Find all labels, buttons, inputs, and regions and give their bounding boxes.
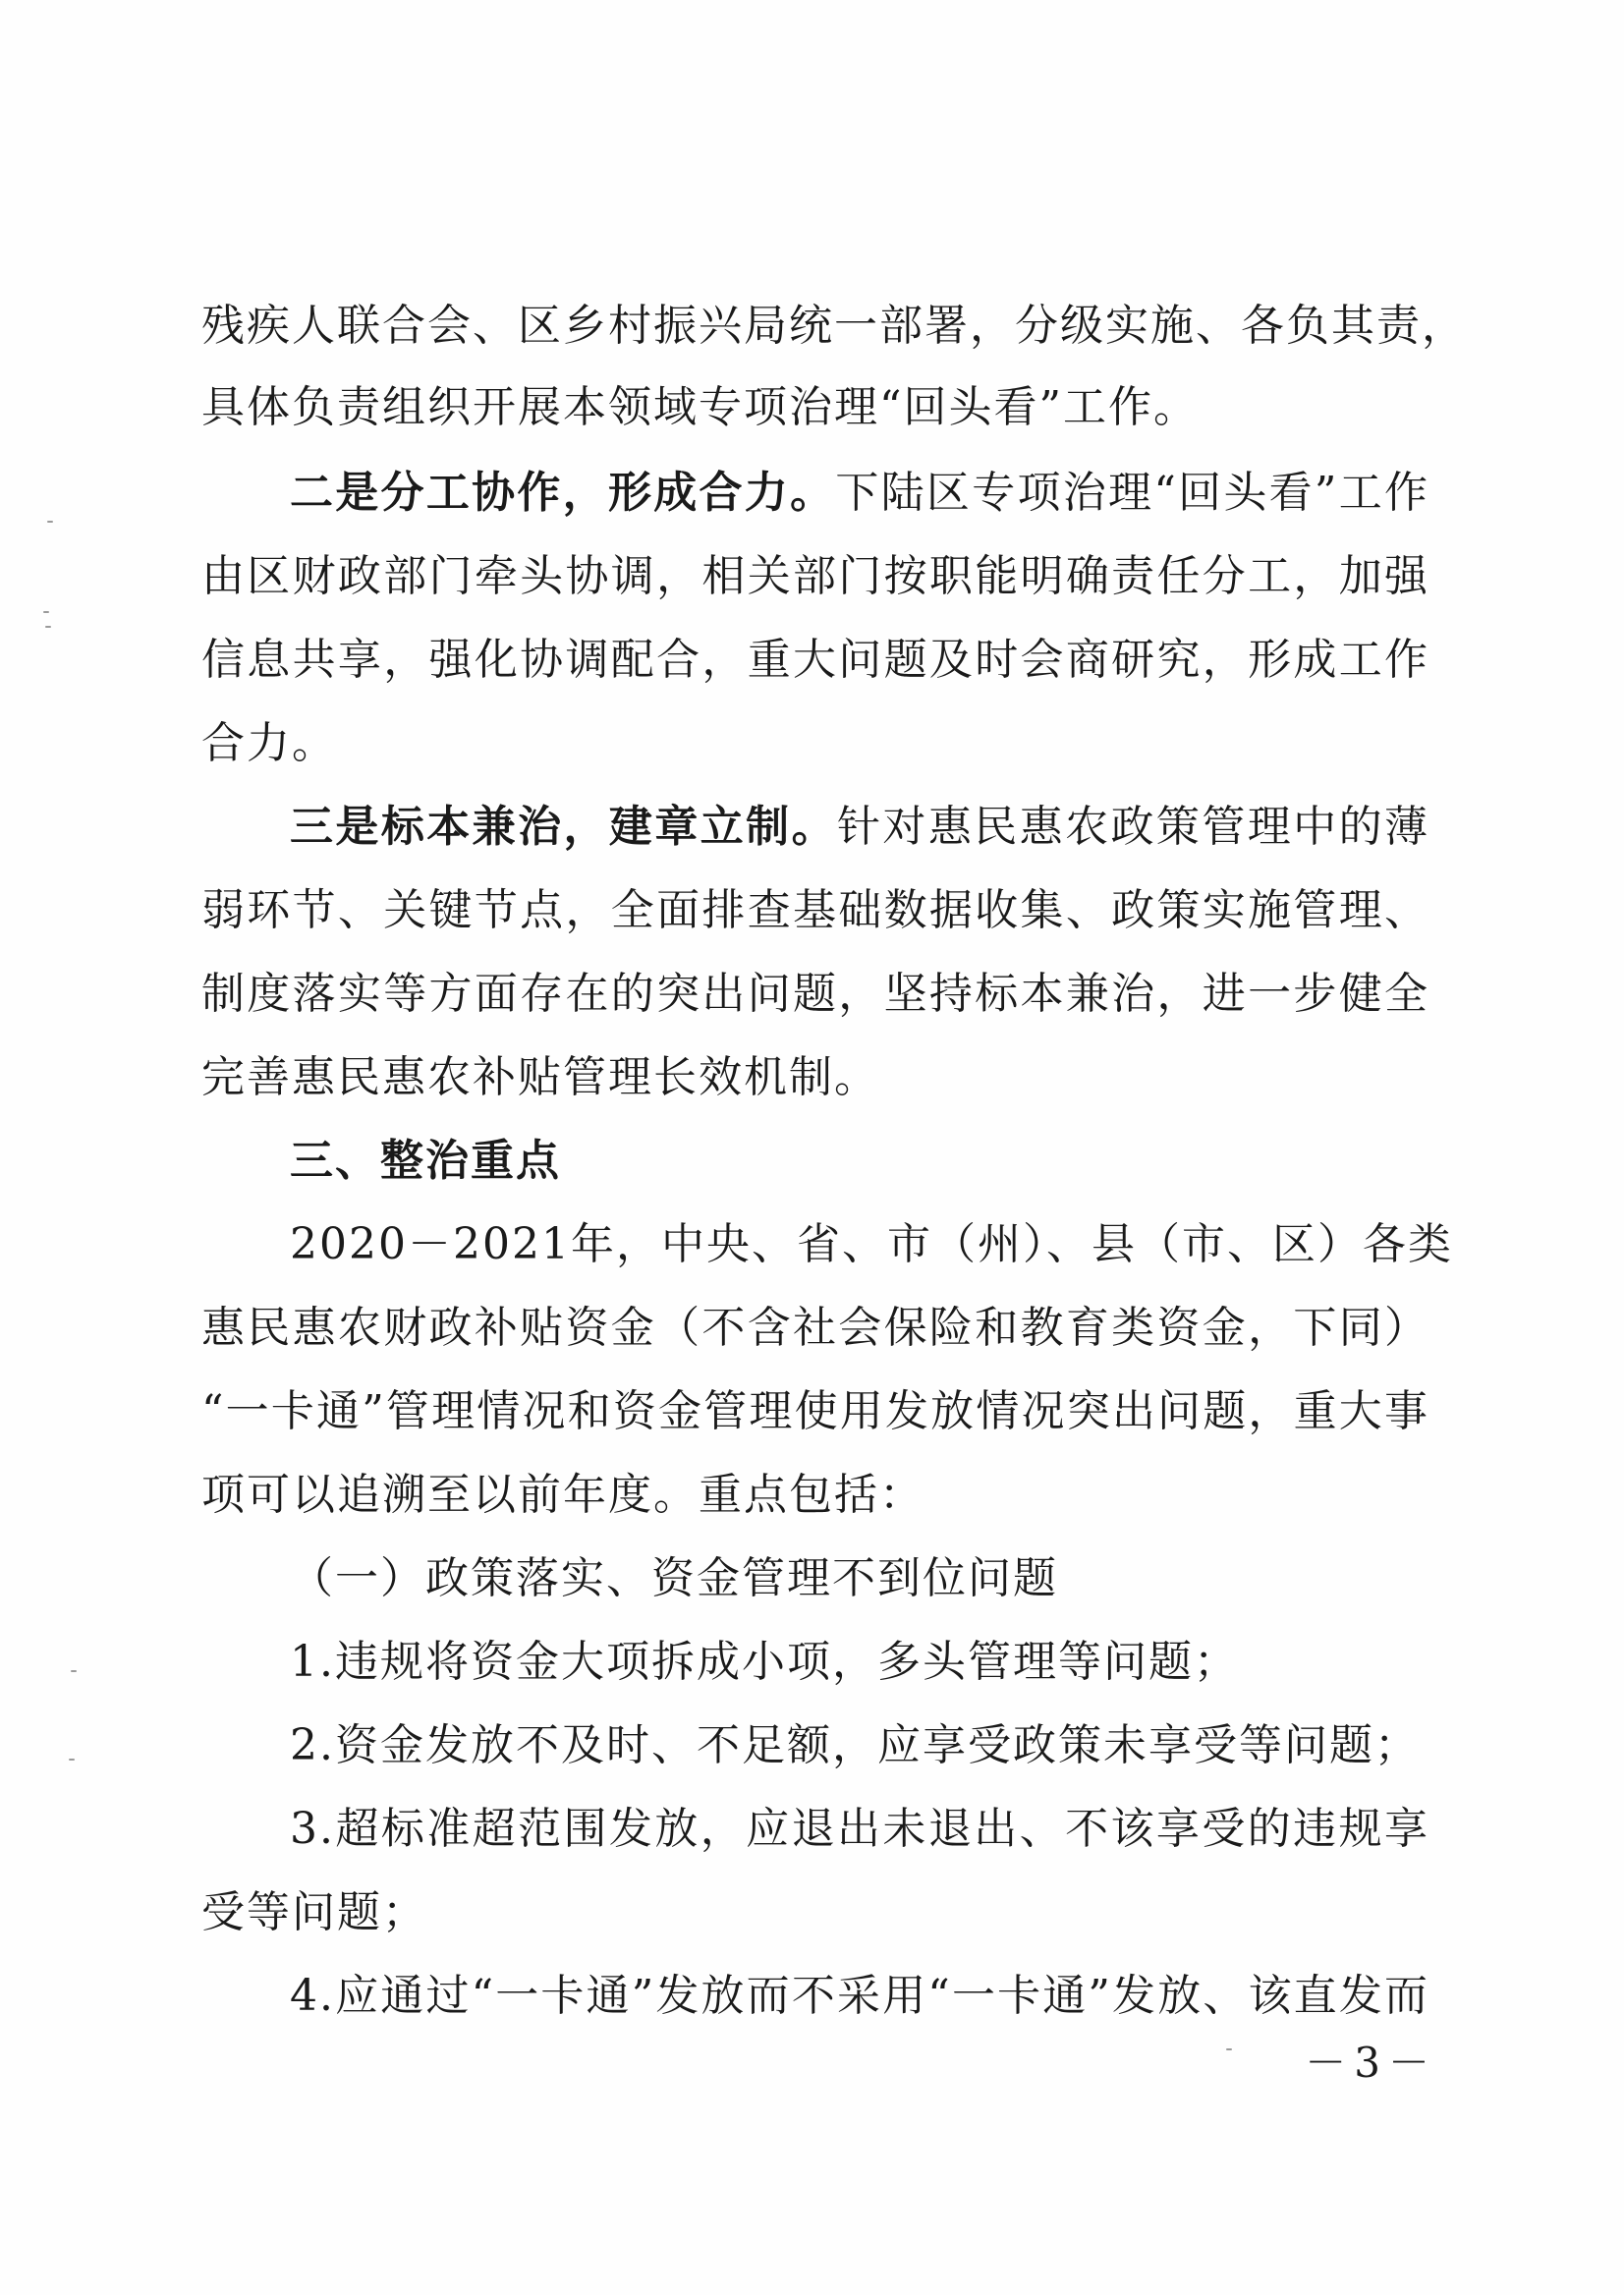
text-line-2: 具体负责组织开展本领域专项治理“回头看”工作。 — [201, 382, 1199, 432]
list-item-2: 2.资金发放不及时、不足额，应享受政策未享受等问题； — [290, 1720, 1420, 1770]
text-line-9: 制度落实等方面存在的突出问题，坚持标本兼治，进一步健全 — [201, 969, 1429, 1019]
text-line-7: 针对惠民惠农政策管理中的薄 — [837, 802, 1429, 852]
list-item-3-cont: 受等问题； — [201, 1887, 427, 1937]
subsection-heading: （一）政策落实、资金管理不到位问题 — [290, 1553, 1058, 1603]
scan-speck — [1226, 2048, 1232, 2050]
text-line-15: 项可以追溯至以前年度。重点包括： — [201, 1470, 924, 1520]
bold-lead-3: 三是标本兼治，建章立制。 — [290, 802, 837, 852]
list-item-1: 1.违规将资金大项拆成小项，多头管理等问题； — [290, 1637, 1239, 1687]
scan-speck — [43, 611, 49, 613]
scan-speck — [47, 521, 53, 523]
list-item-3: 3.超标准超范围发放，应退出未退出、不该享受的违规享 — [290, 1804, 1429, 1854]
section-heading: 三、整治重点 — [290, 1136, 561, 1186]
text-line-5: 信息共享，强化协调配合，重大问题及时会商研究，形成工作 — [201, 635, 1429, 685]
page-number: －3－ — [1305, 2039, 1437, 2087]
text-line-1: 残疾人联合会、区乡村振兴局统一部署，分级实施、各负其责， — [201, 301, 1467, 351]
bold-lead-2: 二是分工协作，形成合力。 — [290, 468, 836, 518]
text-line-6: 合力。 — [201, 718, 337, 768]
paragraph-3-first-line — [290, 798, 1429, 857]
scan-speck — [45, 626, 51, 628]
text-line-8: 弱环节、关键节点，全面排查基础数据收集、政策实施管理、 — [201, 885, 1429, 935]
scan-speck — [69, 1759, 75, 1761]
text-line-10: 完善惠民惠农补贴管理长效机制。 — [201, 1052, 879, 1102]
text-line-13: 惠民惠农财政补贴资金（不含社会保险和教育类资金，下同） — [201, 1303, 1429, 1353]
paragraph-2-first-line — [290, 464, 1429, 523]
text-line-3: 下陆区专项治理“回头看”工作 — [835, 468, 1429, 518]
list-item-4: 4.应通过“一卡通”发放而不采用“一卡通”发放、该直发而 — [290, 1971, 1429, 2021]
text-line-4: 由区财政部门牵头协调，相关部门按职能明确责任分工，加强 — [201, 551, 1429, 601]
scan-speck — [71, 1670, 77, 1672]
text-line-14: “一卡通”管理情况和资金管理使用发放情况突出问题，重大事 — [201, 1386, 1429, 1436]
text-line-12: 2020－2021年，中央、省、市（州）、县（市、区）各类 — [290, 1219, 1453, 1269]
